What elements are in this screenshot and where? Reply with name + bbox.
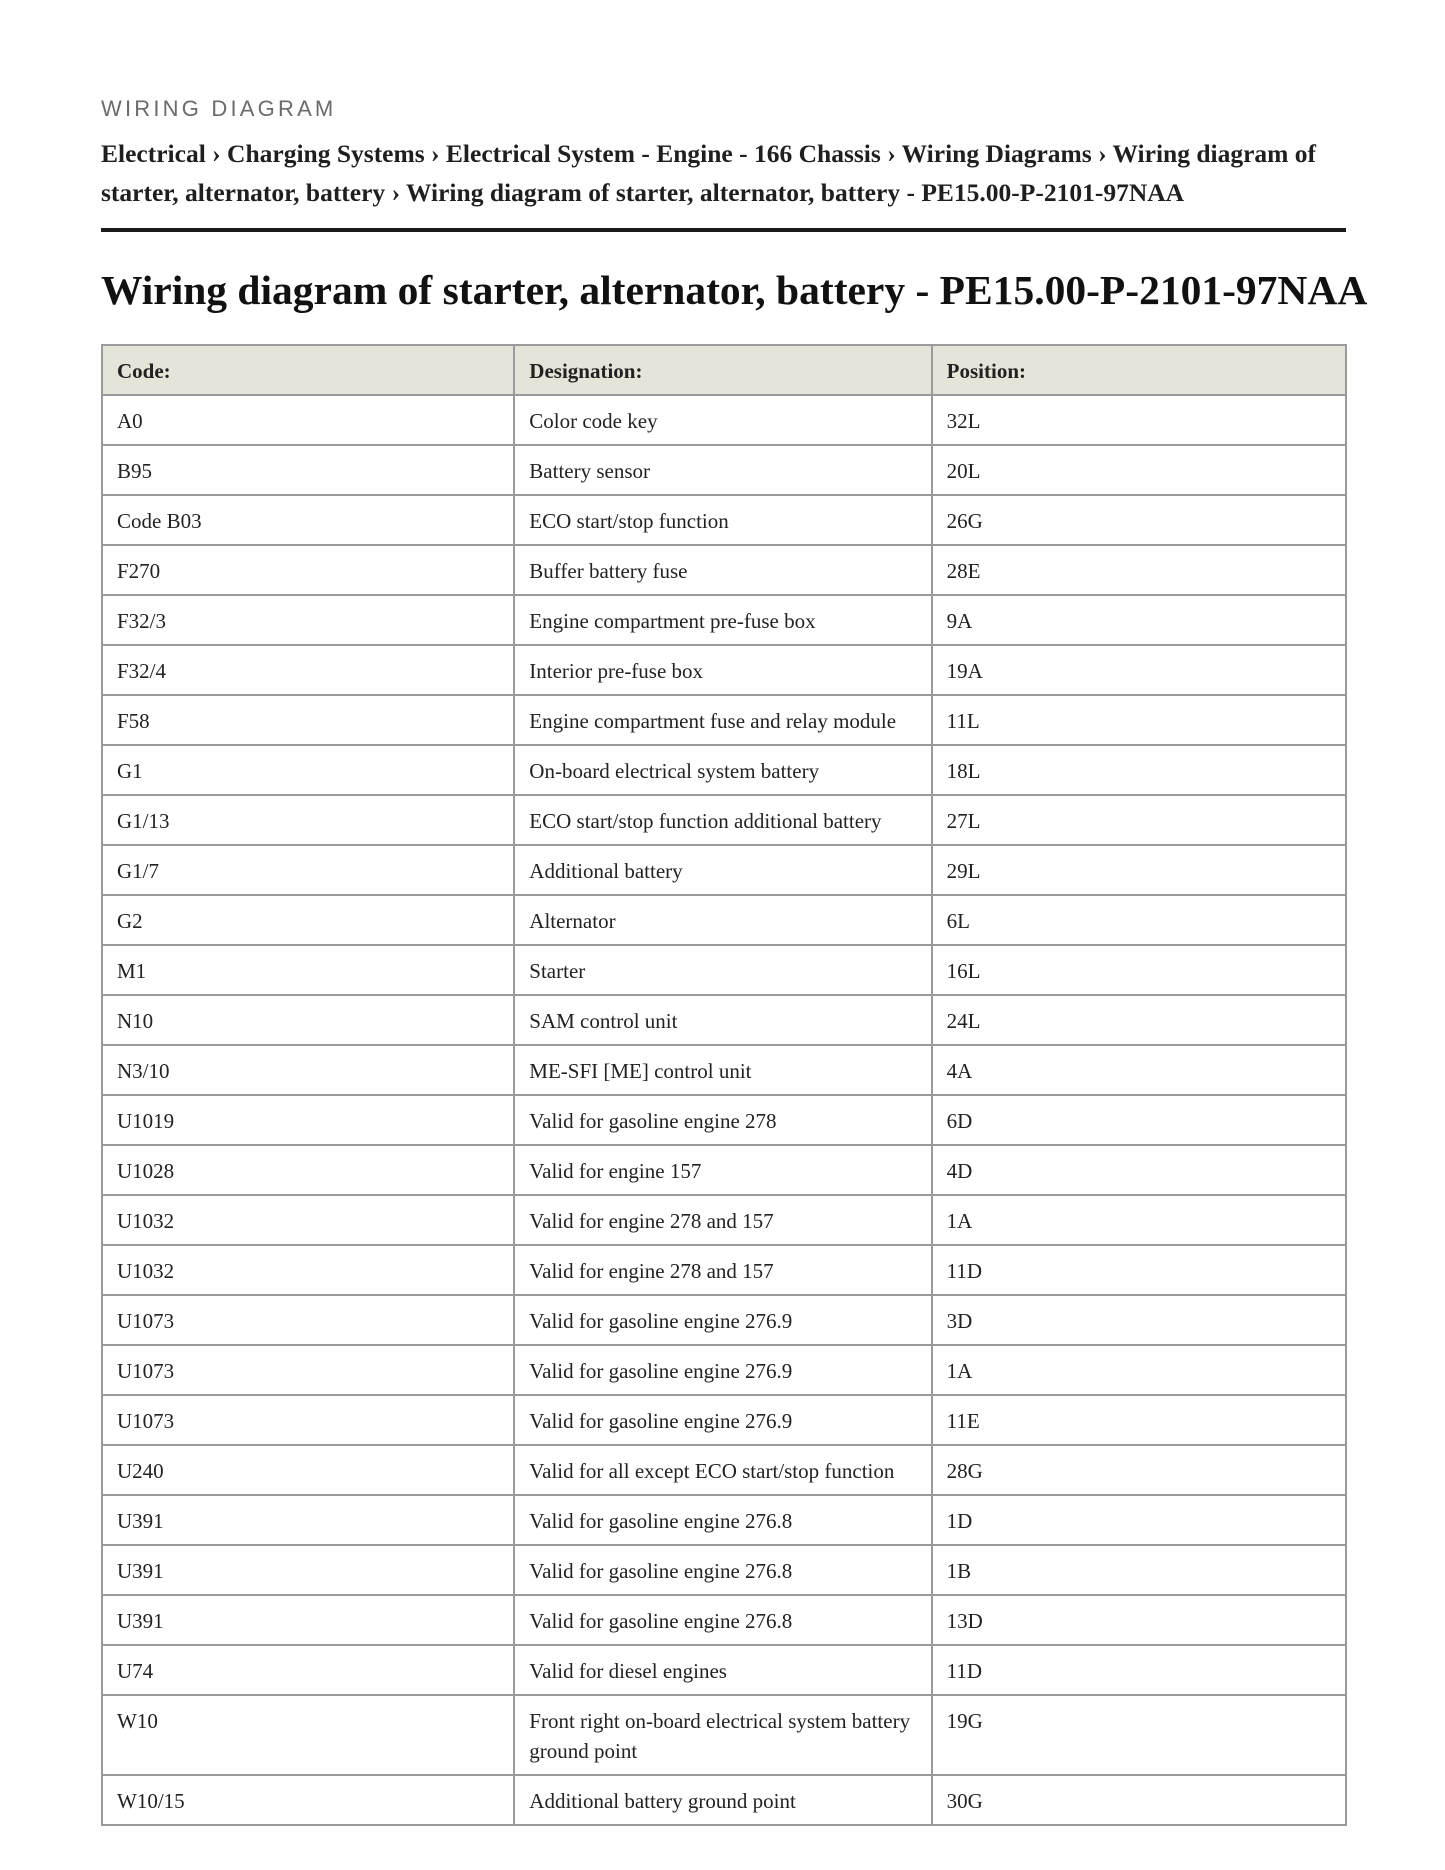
table-row [102,1295,1346,1345]
cell-code: U240 [102,1445,514,1495]
cell-position: 1B [932,1545,1346,1595]
breadcrumb [101,134,1346,212]
cell-designation: ECO start/stop function additional battery [514,795,931,845]
cell-code: M1 [102,945,514,995]
cell-designation: Valid for diesel engines [514,1645,931,1695]
table-row [102,1395,1346,1445]
column-header-designation: Designation: [514,345,931,395]
cell-position: 28E [932,545,1346,595]
cell-position: 28G [932,1445,1346,1495]
cell-designation: ME-SFI [ME] control unit [514,1045,931,1095]
cell-position: 11L [932,695,1346,745]
table-row [102,795,1346,845]
cell-position: 11D [932,1245,1346,1295]
column-header-code: Code: [102,345,514,395]
breadcrumb-item: Wiring diagram of starter, alternator, battery - PE15.00-P-2101-97NAA [405,178,1185,207]
cell-designation: Valid for gasoline engine 276.8 [514,1545,931,1595]
cell-designation: On-board electrical system battery [514,745,931,795]
cell-position: 11D [932,1645,1346,1695]
cell-designation: SAM control unit [514,995,931,1045]
table-row [102,1775,1346,1825]
cell-designation: Valid for gasoline engine 276.9 [514,1295,931,1345]
cell-position: 9A [932,595,1346,645]
cell-position: 26G [932,495,1346,545]
table-row [102,495,1346,545]
cell-position: 18L [932,745,1346,795]
cell-code: W10/15 [102,1775,514,1825]
table-row [102,445,1346,495]
cell-code: B95 [102,445,514,495]
table-row [102,545,1346,595]
table-row [102,1245,1346,1295]
cell-code: U1019 [102,1095,514,1145]
breadcrumb-separator: › [212,139,221,168]
cell-code: G1 [102,745,514,795]
table-row [102,1095,1346,1145]
cell-position: 4A [932,1045,1346,1095]
cell-position: 13D [932,1595,1346,1645]
cell-code: U74 [102,1645,514,1695]
cell-designation: Valid for all except ECO start/stop function [514,1445,931,1495]
cell-position: 24L [932,995,1346,1045]
cell-designation: Valid for gasoline engine 276.8 [514,1495,931,1545]
cell-code: F270 [102,545,514,595]
cell-code: F58 [102,695,514,745]
cell-position: 29L [932,845,1346,895]
cell-code: G2 [102,895,514,945]
cell-code: U391 [102,1595,514,1645]
cell-position: 16L [932,945,1346,995]
table-row [102,745,1346,795]
cell-position: 1D [932,1495,1346,1545]
cell-designation: Additional battery [514,845,931,895]
table-row [102,845,1346,895]
table-row [102,1695,1346,1775]
breadcrumb-item[interactable]: Electrical [101,139,206,168]
cell-designation: Engine compartment fuse and relay module [514,695,931,745]
cell-code: U1073 [102,1395,514,1445]
page-title: Wiring diagram of starter, alternator, battery - PE15.00-P-2101-97NAA [101,267,1368,313]
cell-position: 20L [932,445,1346,495]
cell-code: U1028 [102,1145,514,1195]
cell-designation: Alternator [514,895,931,945]
cell-position: 4D [932,1145,1346,1195]
cell-designation: Starter [514,945,931,995]
cell-code: Code B03 [102,495,514,545]
table-row [102,695,1346,745]
cell-position: 30G [932,1775,1346,1825]
cell-designation: Interior pre-fuse box [514,645,931,695]
breadcrumb-item[interactable]: Wiring diagram of starter, alternator, battery [101,139,1317,207]
cell-designation: Valid for gasoline engine 276.8 [514,1595,931,1645]
cell-position: 19A [932,645,1346,695]
table-row [102,945,1346,995]
cell-code: U1073 [102,1295,514,1345]
breadcrumb-item[interactable]: Charging Systems [227,139,425,168]
cell-designation: Valid for gasoline engine 276.9 [514,1395,931,1445]
title-divider [101,228,1346,232]
cell-position: 1A [932,1195,1346,1245]
table-row [102,645,1346,695]
cell-code: N3/10 [102,1045,514,1095]
cell-code: U1032 [102,1195,514,1245]
cell-code: F32/3 [102,595,514,645]
table-row [102,1345,1346,1395]
cell-code: W10 [102,1695,514,1775]
cell-position: 11E [932,1395,1346,1445]
table-row [102,895,1346,945]
cell-designation: Color code key [514,395,931,445]
table-row [102,1545,1346,1595]
breadcrumb-separator: › [887,139,896,168]
cell-code: G1/13 [102,795,514,845]
cell-code: N10 [102,995,514,1045]
cell-position: 19G [932,1695,1346,1775]
section-kicker: WIRING DIAGRAM [101,96,337,121]
cell-designation: Battery sensor [514,445,931,495]
cell-designation: ECO start/stop function [514,495,931,545]
cell-code: U391 [102,1495,514,1545]
table-body [102,395,1346,1825]
column-header-position: Position: [932,345,1346,395]
cell-designation: Additional battery ground point [514,1775,931,1825]
table-row [102,1645,1346,1695]
cell-position: 6L [932,895,1346,945]
table-row [102,995,1346,1045]
table-row [102,1445,1346,1495]
breadcrumb-separator: › [1098,139,1107,168]
cell-code: G1/7 [102,845,514,895]
table-row [102,1145,1346,1195]
table-row [102,1195,1346,1245]
cell-designation: Buffer battery fuse [514,545,931,595]
table-row [102,1495,1346,1545]
cell-code: A0 [102,395,514,445]
breadcrumb-item[interactable]: Electrical System - Engine - 166 Chassis [445,139,881,168]
cell-designation: Valid for engine 157 [514,1145,931,1195]
cell-position: 27L [932,795,1346,845]
cell-code: U1073 [102,1345,514,1395]
cell-designation: Front right on-board electrical system battery ground point [514,1695,931,1775]
cell-designation: Valid for gasoline engine 278 [514,1095,931,1145]
cell-code: U391 [102,1545,514,1595]
table-row [102,595,1346,645]
cell-designation: Valid for gasoline engine 276.9 [514,1345,931,1395]
cell-code: F32/4 [102,645,514,695]
table-header-row [102,345,1346,395]
breadcrumb-separator: › [431,139,440,168]
cell-position: 6D [932,1095,1346,1145]
cell-designation: Valid for engine 278 and 157 [514,1245,931,1295]
table-row [102,1595,1346,1645]
component-table [101,344,1347,1826]
cell-position: 32L [932,395,1346,445]
table-row [102,395,1346,445]
table-header [102,345,1346,395]
breadcrumb-separator: › [391,178,401,207]
cell-code: U1032 [102,1245,514,1295]
cell-designation: Valid for engine 278 and 157 [514,1195,931,1245]
cell-position: 3D [932,1295,1346,1345]
cell-position: 1A [932,1345,1346,1395]
breadcrumb-item[interactable]: Wiring Diagrams [901,139,1092,168]
table-row [102,1045,1346,1095]
cell-designation: Engine compartment pre-fuse box [514,595,931,645]
